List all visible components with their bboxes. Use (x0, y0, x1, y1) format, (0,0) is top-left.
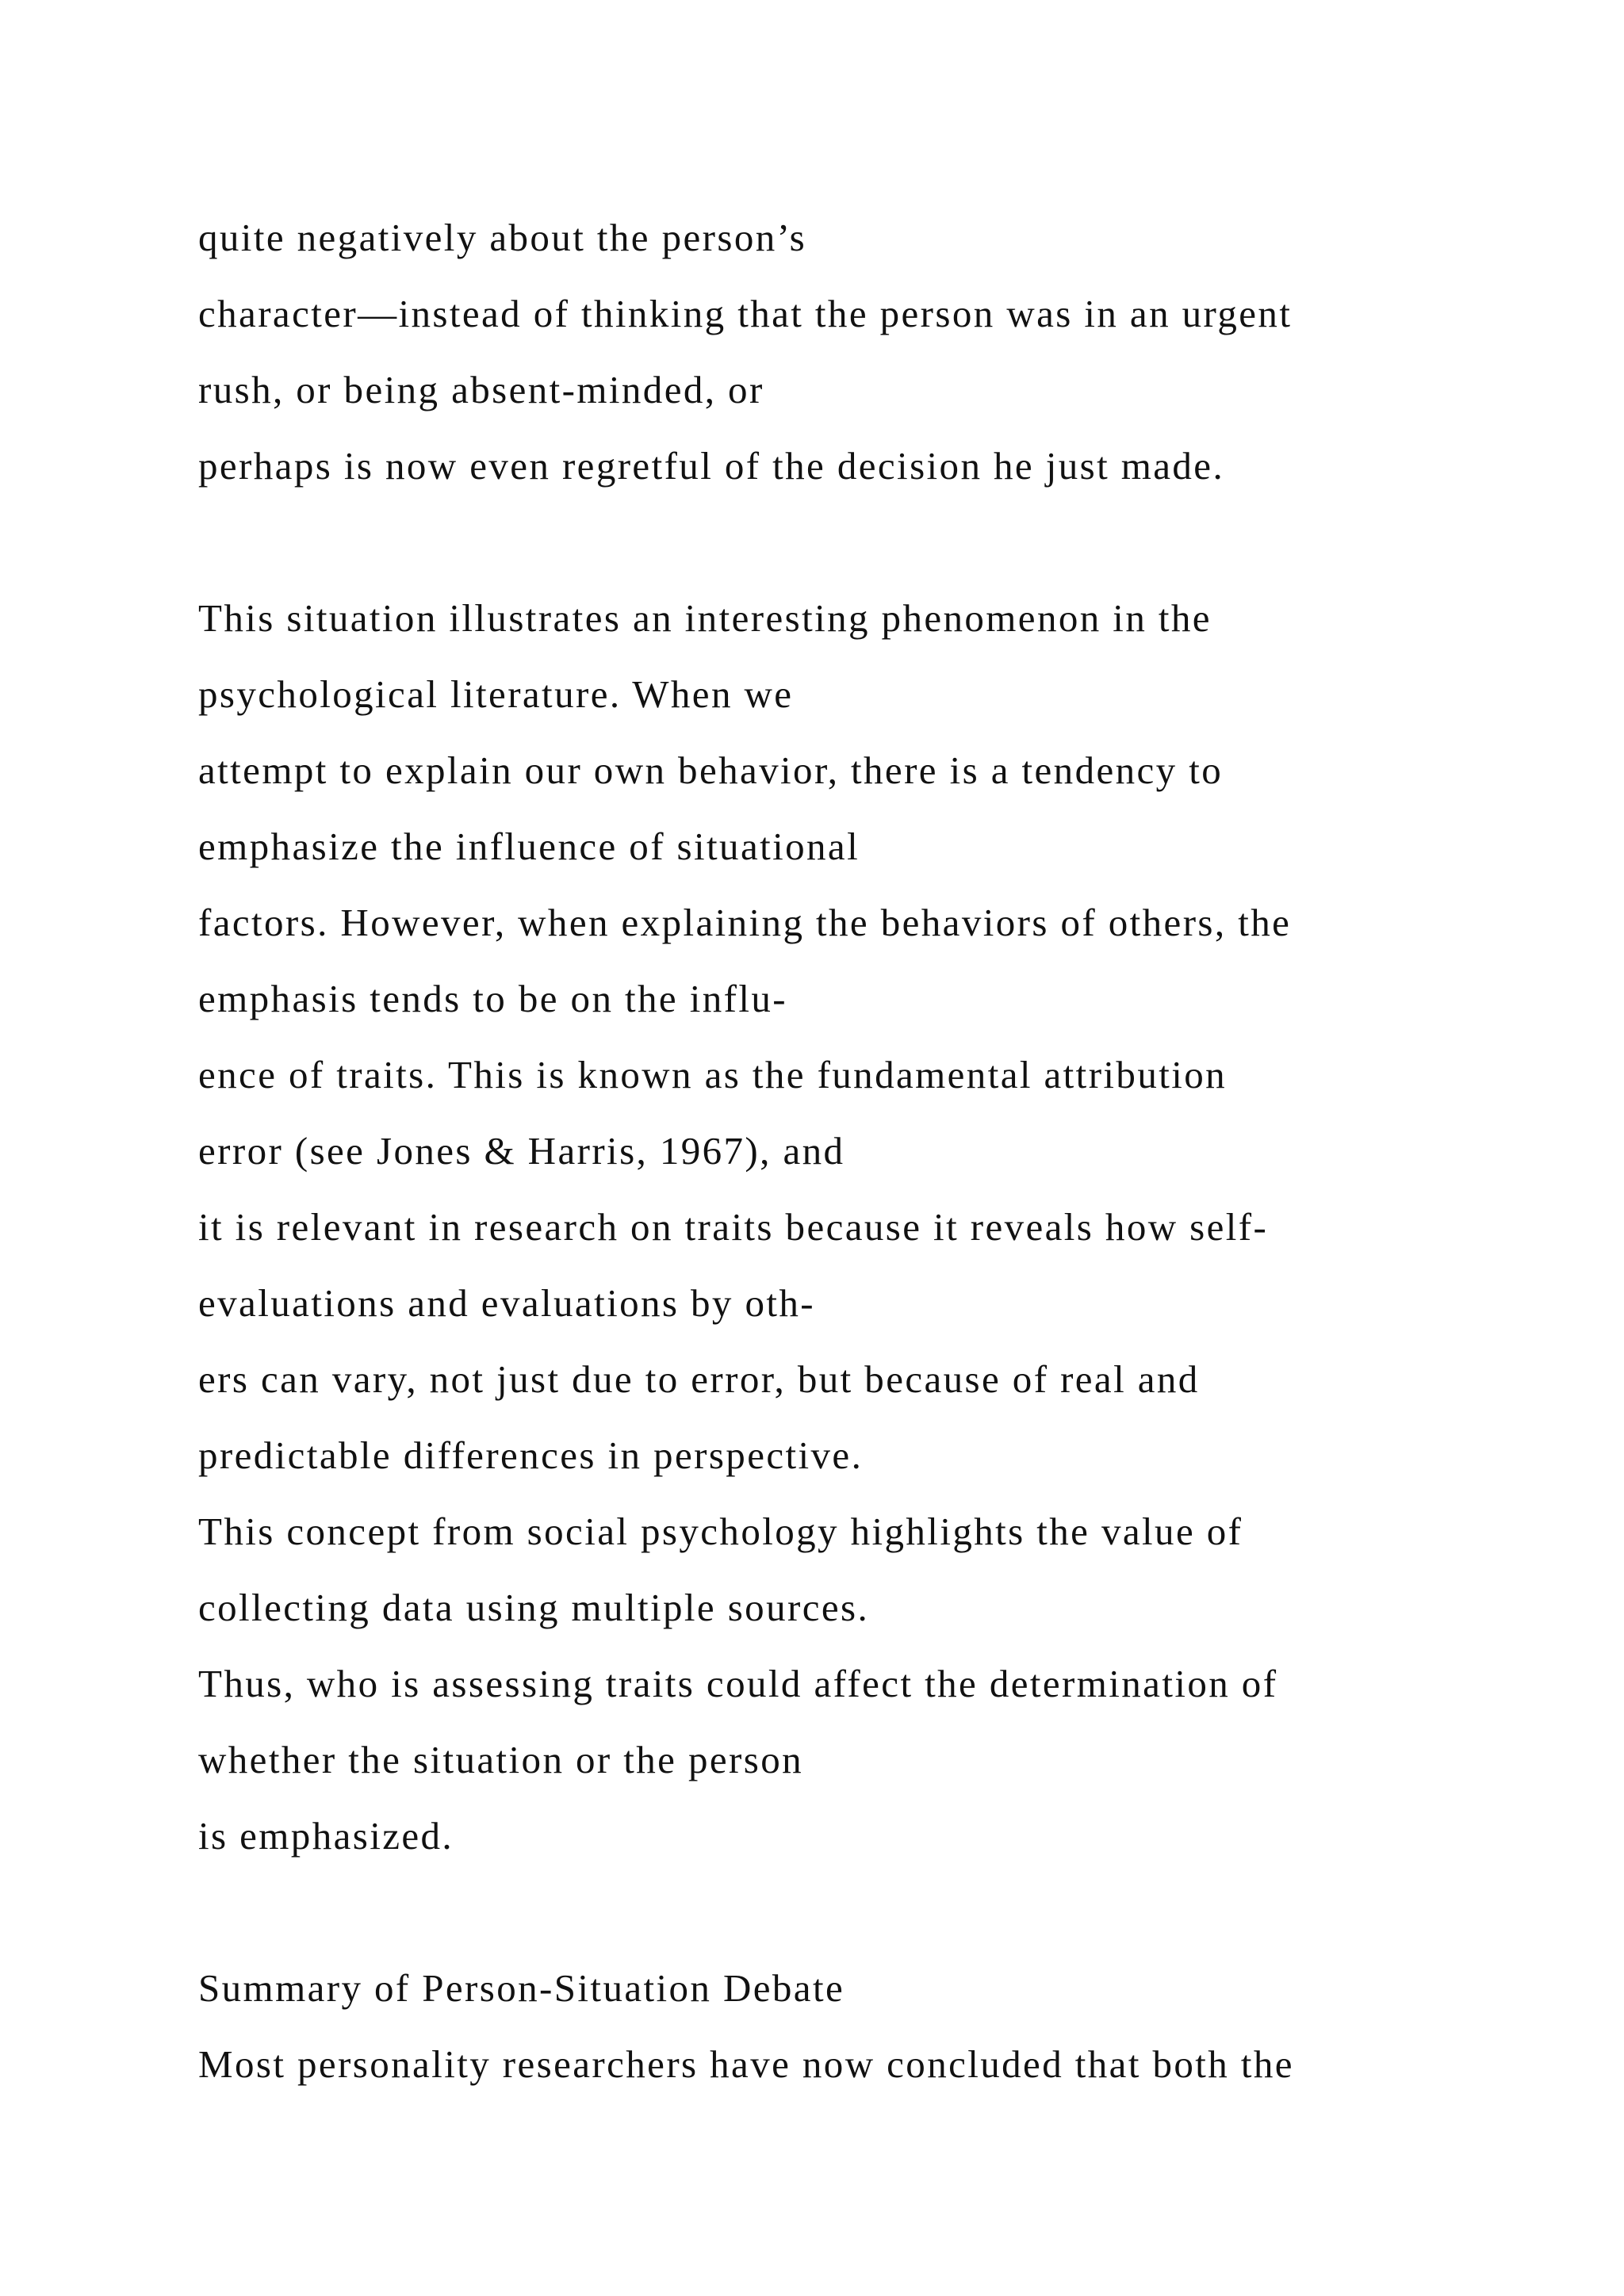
text-line: collecting data using multiple sources. (198, 1586, 870, 1629)
text-line: This situation illustrates an interesting phenomenon in the (198, 596, 1212, 640)
text-line: This concept from social psychology highlights the value of (198, 1510, 1243, 1553)
paragraph-gap (198, 504, 1546, 580)
text-line: Most personality researchers have now concluded that both the (198, 2042, 1294, 2086)
text-line: quite negatively about the person’s (198, 216, 807, 259)
text-line: attempt to explain our own behavior, there is a tendency to (198, 748, 1224, 792)
text-line: predictable differences in perspective. (198, 1433, 864, 1477)
text-line: error (see Jones & Harris, 1967), and (198, 1129, 845, 1173)
text-line: character—instead of thinking that the person was in an urgent (198, 292, 1293, 335)
section-heading: Summary of Person-Situation Debate (198, 1966, 845, 2010)
text-line: factors. However, when explaining the behaviors of others, the (198, 901, 1292, 944)
text-line: perhaps is now even regretful of the decision he just made. (198, 444, 1225, 488)
text-line: emphasize the influence of situational (198, 825, 860, 868)
paragraph-gap (198, 1874, 1546, 1950)
text-line: it is relevant in research on traits because it reveals how self- (198, 1205, 1269, 1249)
text-line: whether the situation or the person (198, 1738, 804, 1781)
text-line: Thus, who is assessing traits could affect the determination of (198, 1662, 1278, 1705)
text-line: ence of traits. This is known as the fundamental attribution (198, 1053, 1228, 1096)
text-line: psychological literature. When we (198, 672, 794, 716)
body-text (198, 200, 1546, 2103)
text-line: emphasis tends to be on the influ- (198, 977, 787, 1020)
text-line: ers can vary, not just due to error, but because of real and (198, 1357, 1200, 1401)
text-line: evaluations and evaluations by oth- (198, 1281, 815, 1325)
text-line: rush, or being absent-minded, or (198, 368, 764, 411)
text-line: is emphasized. (198, 1814, 454, 1858)
